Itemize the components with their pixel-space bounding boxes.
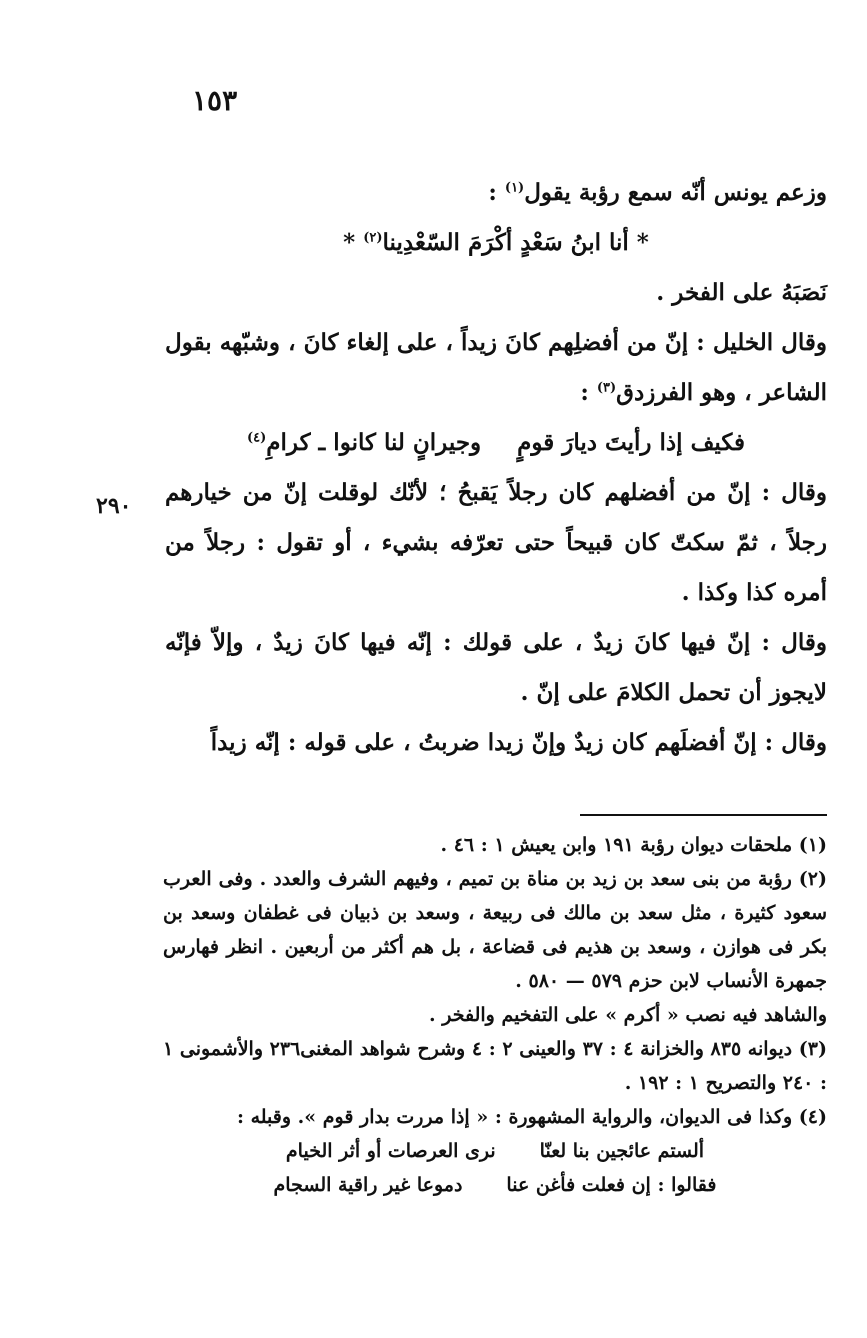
page-number: ١٥٣ <box>192 84 238 117</box>
footnote-ref-1[interactable]: (١) <box>504 180 525 196</box>
paragraph-2: نَصَبَهُ على الفخر . <box>656 279 827 306</box>
footnote-3: (٣) ديوانه ٨٣٥ والخزانة ٤ : ٣٧ والعينى ٢ : ٤ وشرح شواهد المغنى٢٣٦ والأشمونى ١ : ٢٤٠ والتصريح ١ : ١٩٢ . <box>163 1038 827 1094</box>
paragraph-5: وقال : إنّ فيها كانَ زيدٌ ، على قولك : إنّه فيها كانَ زيدٌ ، وإلاّ فإنّه لايجوز أن تحمل الكلامَ على إنّ . <box>165 629 827 706</box>
verse-2-hemistich-2: وجيرانٍ لنا كانوا ـ كرامِ$^{(٤)}$ <box>246 429 482 456</box>
footnote-ref-3[interactable]: (٣) <box>596 380 617 396</box>
footnote-2-continued: والشاهد فيه نصب « أكرم » على التفخيم والفخر . <box>429 1004 827 1026</box>
footnote-ref-4[interactable]: (٤) <box>246 430 267 446</box>
paragraph-1: وزعم يونس أنّه سمع رؤبة يقول$^{(١)}$ : <box>488 179 827 206</box>
footnote-4-verse-1: ألستم عائجين بنا لعنّانرى العرصات أو أثر الخيام <box>285 1140 705 1162</box>
footnotes <box>163 828 827 1202</box>
verse-2 <box>165 418 827 468</box>
footnote-1: (١) ملحقات ديوان رؤبة ١٩١ وابن يعيش ١ : ٤٦ . <box>440 834 827 856</box>
paragraph-4: وقال : إنّ من أفضلهم كان رجلاً يَقبحُ ؛ لأنّك لوقلت إنّ من خيارهم رجلاً ، ثمّ سكتّ كان قبيحاً حتى تعرّفه بشيء ، أو تقول : رجلاً من أمره كذا وكذا . <box>165 479 827 606</box>
footnote-ref-2[interactable]: (٢) <box>363 230 383 246</box>
margin-verse-number: ٢٩٠ <box>96 493 132 519</box>
main-text <box>165 168 827 768</box>
footnote-4-verse-2: فقالوا : إن فعلت فأغن عنادموعا غير راقية السجام <box>273 1174 717 1196</box>
footnote-2: (٢) رؤبة من بنى سعد بن زيد بن مناة بن تميم ، وفيهم الشرف والعدد . وفى العرب سعود كثيرة ، مثل سعد بن مالك فى ربيعة ، وسعد بن ذبيان فى غطفان وسعد بن بكر فى هوازن ، وسعد بن هذيم فى قضاعة ، بل هم أكثر من أربعين . انظر فهارس جمهرة الأنساب لابن حزم ٥٧٩ — ٥٨٠ . <box>163 868 827 992</box>
verse-2-hemistich-1: فكيف إذا رأيتَ ديارَ قومٍ <box>517 429 746 456</box>
paragraph-6: وقال : إنّ أفضلَهم كان زيدٌ وإنّ زيدا ضربتُ ، على قوله : إنّه زيداً <box>210 729 827 756</box>
verse-1: * أنا ابنُ سَعْدٍ أكْرَمَ السّعْدِينا$^{(٢)}$ * <box>343 229 649 256</box>
footnote-4: (٤) وكذا فى الديوان، والرواية المشهورة : « إذا مررت بدار قوم ». وقبله : <box>236 1106 827 1128</box>
paragraph-3: وقال الخليل : إنّ من أفضلِهم كانَ زيداً ، على إلغاء كانَ ، وشبّهه بقول الشاعر ، وهو الفرزدق$^{(٣)}$ : <box>165 329 827 406</box>
footnote-divider <box>580 814 827 816</box>
